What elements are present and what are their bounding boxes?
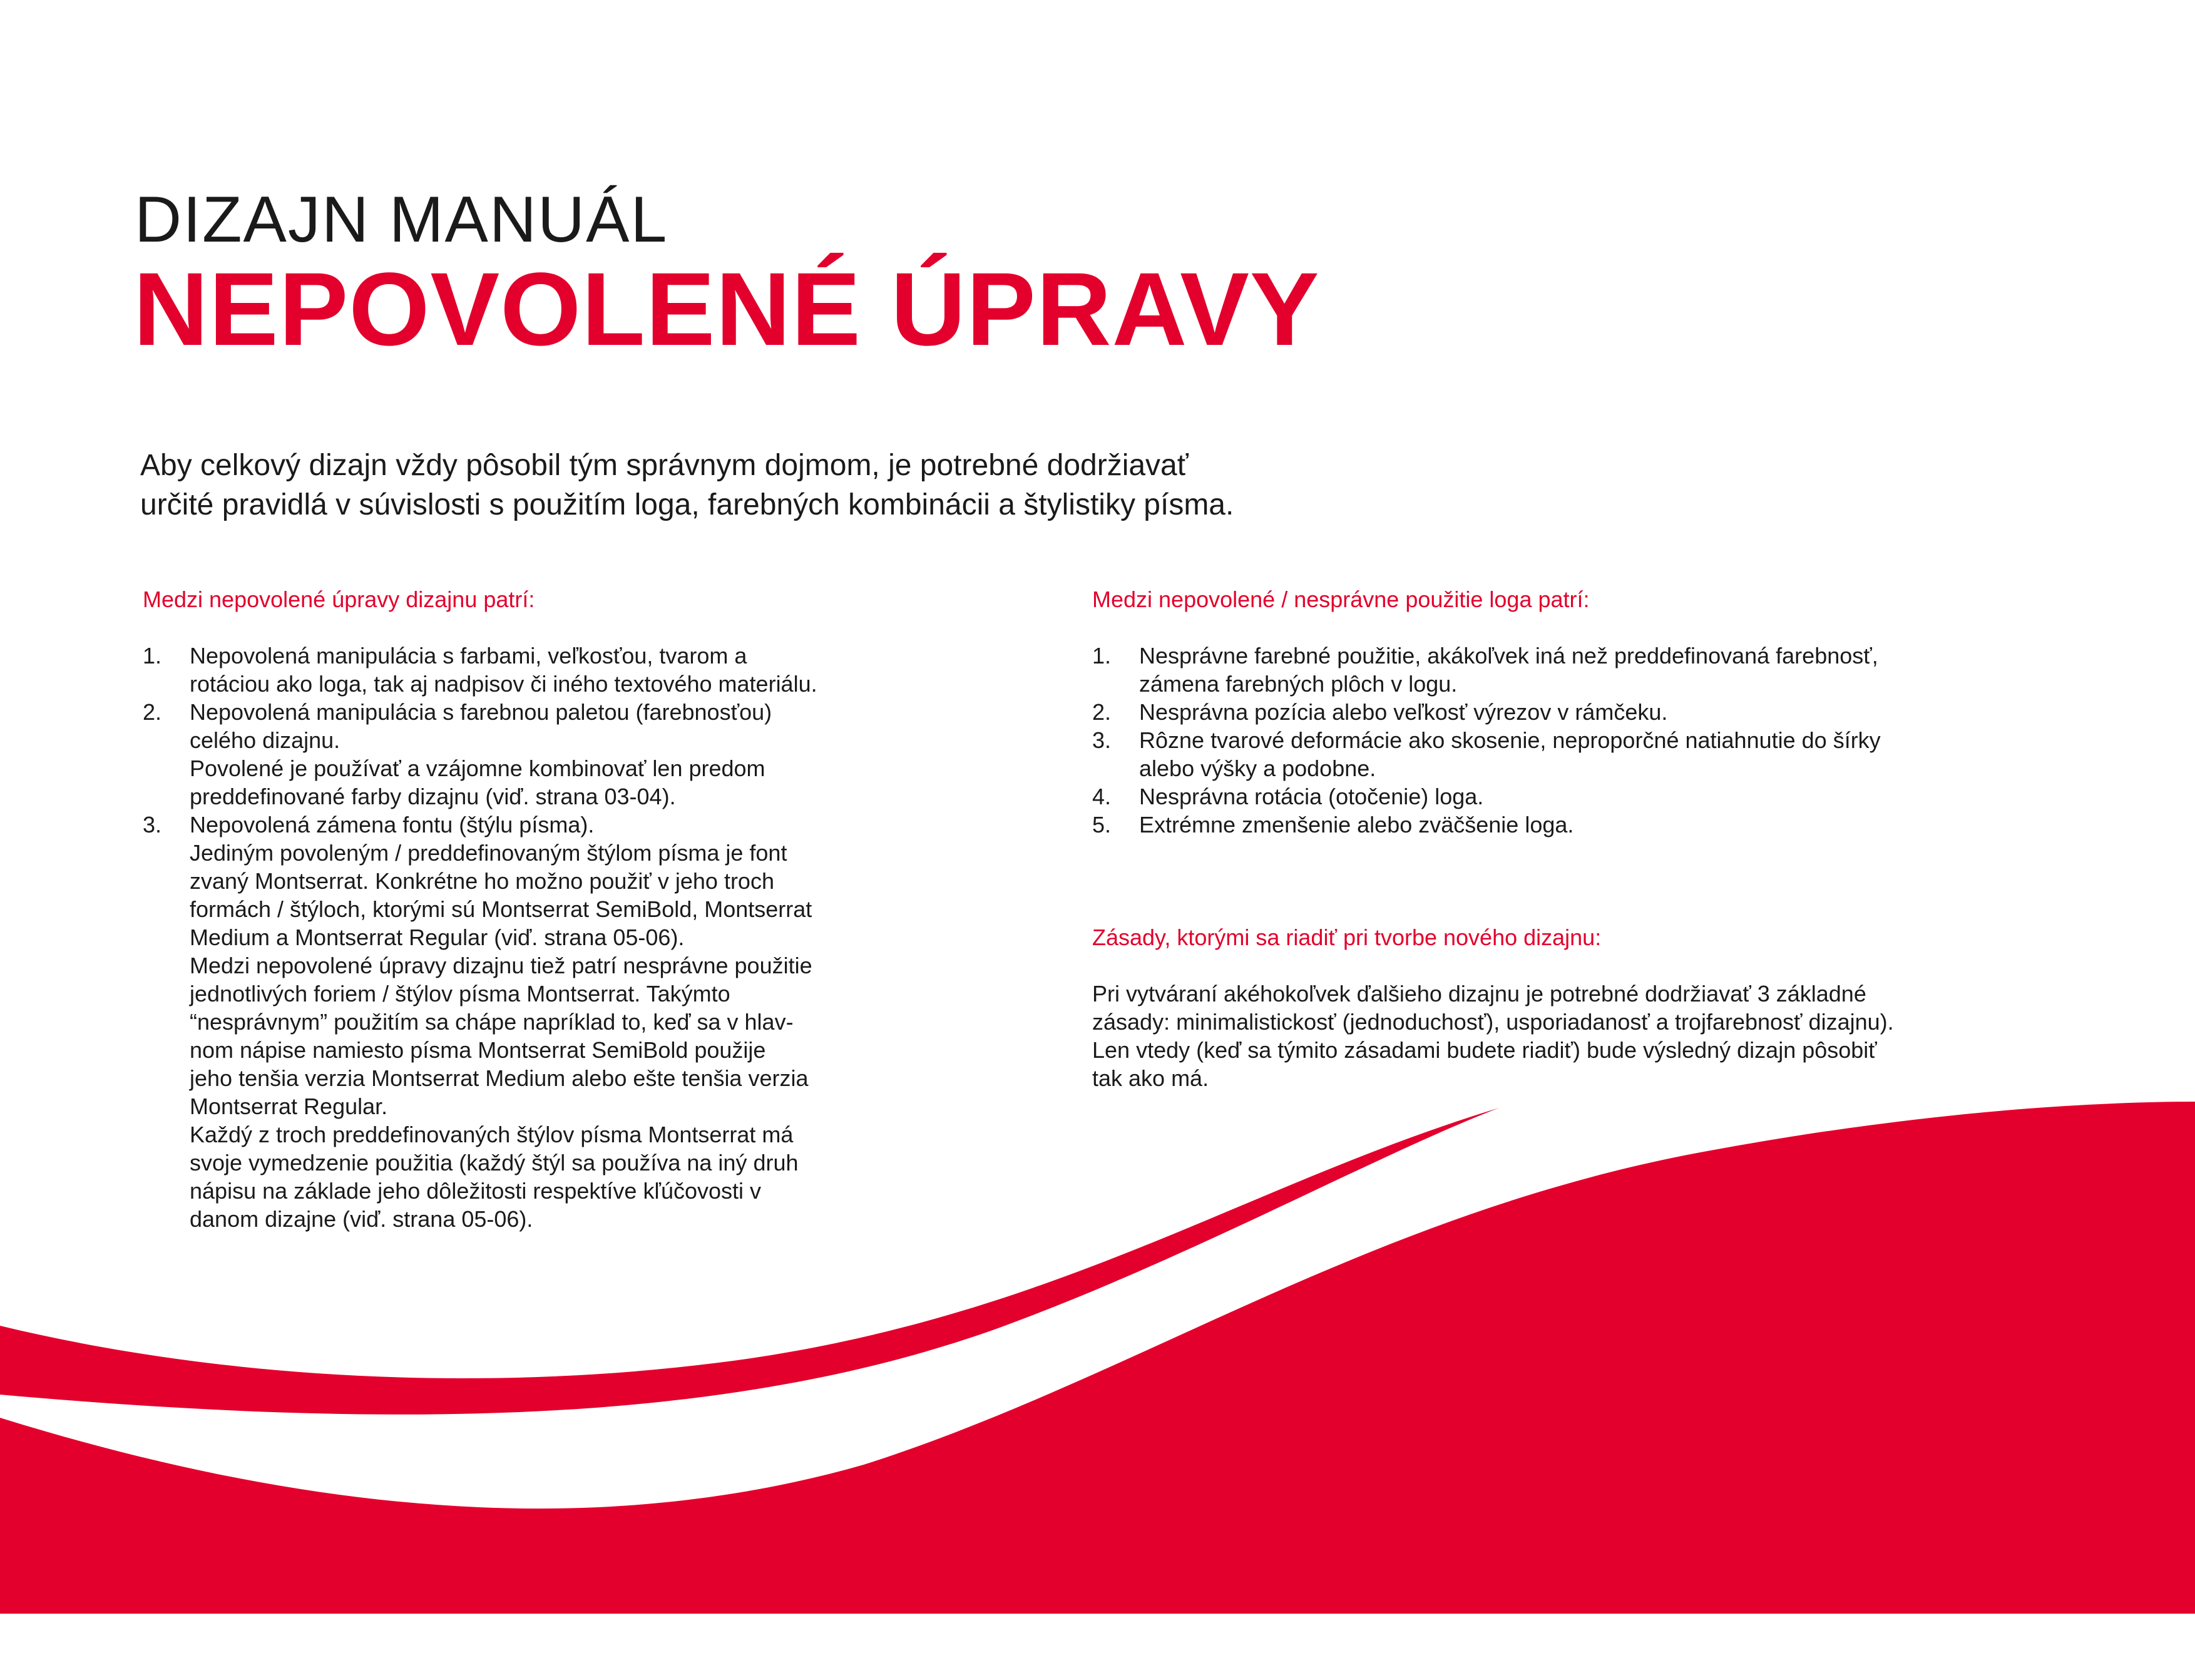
list-number: 4. [1092,784,1112,809]
list-item [1092,642,2069,698]
list-line: Medzi nepovolené úpravy dizajnu tiež patrí nesprávne použitie [190,953,812,978]
list-line: Jediným povoleným / preddefinovaným štýlom písma je font [190,840,787,866]
list-line: alebo výšky a podobne. [1139,755,1376,781]
list-item [143,698,956,811]
principles-paragraph [1092,980,2069,1092]
list-line: Nesprávne farebné použitie, akákoľvek iná než preddefinovaná farebnosť, [1139,643,1878,668]
list-line: zámena farebných plôch v logu. [1139,671,1458,697]
list-line: Rôzne tvarové deformácie ako skosenie, neproporčné natiahnutie do šírky [1139,727,1881,753]
page-title: NEPOVOLENÉ ÚPRAVY [133,252,1320,367]
list-line: Povolené je používať a vzájomne kombinovať len predom [190,755,765,781]
list-item [1092,811,2069,839]
list-line: rotáciou ako loga, tak aj nadpisov či iného textového materiálu. [190,671,817,697]
intro-line: Aby celkový dizajn vždy pôsobil tým správnym dojmom, je potrebné dodržiavať [140,449,1189,482]
list-line: Nesprávna rotácia (otočenie) loga. [1139,784,1484,809]
list-number: 2. [1092,699,1112,725]
list-number: 3. [1092,727,1112,753]
design-restrictions-list [143,642,956,1233]
list-line: danom dizajne (viď. strana 05-06). [190,1206,533,1232]
list-line: “nesprávnym” použitím sa chápe napríklad to, keď sa v hlav- [190,1009,794,1035]
list-line: svoje vymedzenie použitia (každý štýl sa používa na iný druh [190,1150,799,1175]
logo-restrictions-list [1092,642,2069,839]
list-number: 3. [143,812,162,837]
list-number: 2. [143,699,162,725]
list-number: 1. [1092,643,1112,668]
right-column [1092,585,2069,1092]
list-line: jeho tenšia verzia Montserrat Medium alebo ešte tenšia verzia [190,1065,809,1091]
list-item [1092,698,2069,726]
left-column [143,585,956,1233]
list-item [1092,782,2069,811]
list-line: Extrémne zmenšenie alebo zväčšenie loga. [1139,812,1574,837]
paragraph-line: zásady: minimalistickosť (jednoduchosť), usporiadanosť a trojfarebnosť dizajnu). [1092,1009,1894,1035]
list-line: formách / štýloch, ktorými sú Montserrat SemiBold, Montserrat [190,896,812,922]
list-line: zvaný Montserrat. Konkrétne ho možno použiť v jeho troch [190,868,774,894]
list-line: jednotlivých foriem / štýlov písma Montserrat. Takýmto [190,981,730,1006]
list-item [1092,726,2069,782]
intro-line: určité pravidlá v súvislosti s použitím loga, farebných kombinácii a štylistiky písma. [140,488,1234,521]
list-line: nápisu na základe jeho dôležitosti respektíve kľúčovosti v [190,1178,762,1204]
list-line: Medium a Montserrat Regular (viď. strana 05-06). [190,925,685,950]
page-subtitle: DIZAJN MANUÁL [135,183,668,256]
paragraph-line: tak ako má. [1092,1065,1209,1091]
paragraph-line: Len vtedy (keď sa týmito zásadami budete riadiť) bude výsledný dizajn pôsobiť [1092,1037,1877,1063]
list-line: preddefinované farby dizajnu (viď. strana 03-04). [190,784,676,809]
section-spacer [1092,839,2069,923]
paragraph-line: Pri vytváraní akéhokoľvek ďalšieho dizajnu je potrebné dodržiavať 3 základné [1092,981,1866,1006]
list-line: Nepovolená zámena fontu (štýlu písma). [190,812,595,837]
list-line: Každý z troch preddefinovaných štýlov písma Montserrat má [190,1122,794,1147]
section-heading-logo: Medzi nepovolené / nesprávne použitie loga patrí: [1092,586,1590,612]
list-number: 1. [143,643,162,668]
list-line: Nesprávna pozícia alebo veľkosť výrezov v rámčeku. [1139,699,1668,725]
list-line: nom nápise namiesto písma Montserrat SemiBold použije [190,1037,766,1063]
list-line: celého dizajnu. [190,727,340,753]
section-heading-design: Medzi nepovolené úpravy dizajnu patrí: [143,586,535,612]
list-line: Nepovolená manipulácia s farebnou paletou (farebnosťou) [190,699,772,725]
list-line: Montserrat Regular. [190,1094,388,1119]
intro-paragraph [140,446,1517,525]
list-item [143,642,956,698]
list-line: Nepovolená manipulácia s farbami, veľkosťou, tvarom a [190,643,747,668]
list-number: 5. [1092,812,1112,837]
section-heading-principles: Zásady, ktorými sa riadiť pri tvorbe nového dizajnu: [1092,925,1602,950]
list-item [143,811,956,1233]
